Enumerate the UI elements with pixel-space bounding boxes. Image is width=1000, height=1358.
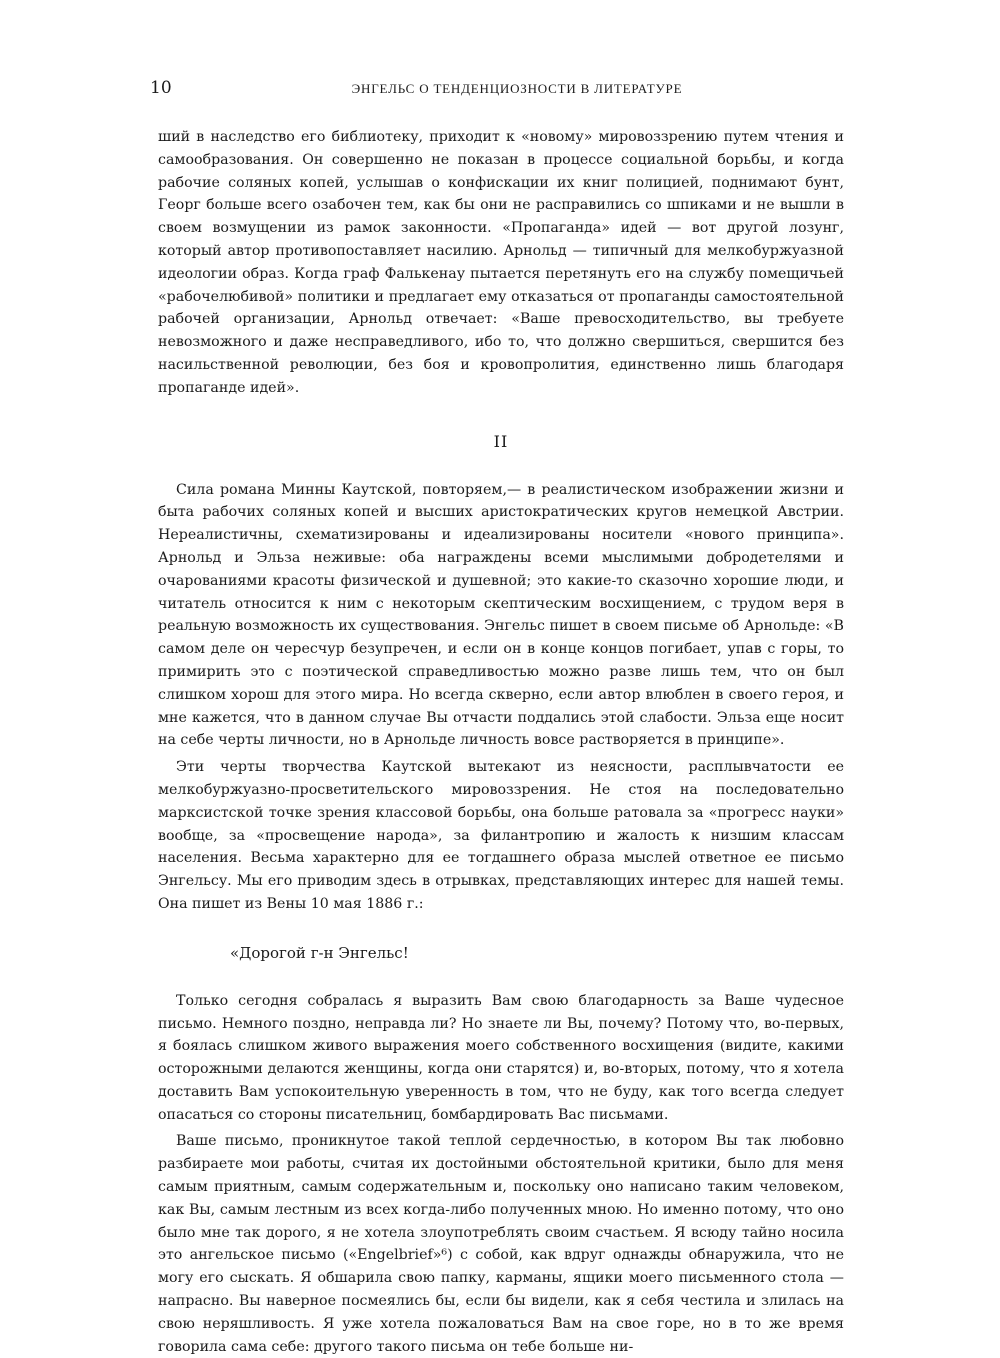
letter-paragraph: Ваше письмо, проникнутое такой теплой сердечностью, в котором Вы так любовно разбираете мои работы, считая их достойными обстоятельной критики, было для меня самым приятным, самым содержательным и, поскольку оно написано таким человеком, как Вы, самым лестным из всех когда-либо полученных мною. Но именно потому, что оно было мне так дорого, я не хотела злоупотреблять своим счастьем. Я всюду тайно носила это ангельское письмо («Engelbrief»⁶) с собой, как вдруг однажды обнаружила, что не могу его сыскать. Я обшарила свою папку, карманы, ящики моего письменного стола — напрасно. Вы наверное посмеялись бы, если бы видели, как я себя честила и злилась на свою неряшливость. Я уже хотела пожаловаться Вам на свое горе, но в то же время говорила сама себе: другого такого письма он тебе больше ни- xyxy=(158,1133,844,1355)
page-number: 10 xyxy=(150,78,172,98)
body-paragraph: Сила романа Минны Каутской, повторяем,— в реалистическом изображении жизни и быта рабочих соляных копей и высших аристократических кругов немецкой Австрии. Нереалистичны, схематизированы и идеализированы носители «нового принципа». Арнольд и Эльза неживые: оба награждены всеми мыслимыми добродетелями и очарованиями красоты физической и душевной; это какие-то сказочно хорошие люди, и читатель относится к ним с некоторым скептическим восхищением, с трудом веря в реальную возможность их существования. Энгельс пишет в своем письме об Арнольде: «В самом деле он чересчур безупречен, и если он в конце концов погибает, упав с горы, то примирить это с поэтической справедливостью можно разве лишь тем, что он был слишком хорош для этого мира. Но всегда скверно, если автор влюблен в своего героя, и мне кажется, что в данном случае Вы отчасти поддались этой слабости. Эльза еще носит на себе черты личности, но в Арнольде личность вовсе растворяется в принципе». xyxy=(158,481,844,749)
letter-paragraph: Только сегодня собралась я выразить Вам свою благодарность за Ваше чудесное письмо. Немного поздно, неправда ли? Но знаете ли Вы, почему? Потому что, во-первых, я боялась слишком живого выражения моего собственного восхищения (видите, какими осторожными делаются женщины, когда они старятся) и, во-вторых, потому, что я хотела доставить Вам успокоительную уверенность в том, что не буду, как того всегда следует опасаться со стороны писательниц, бомбардировать Вас письмами. xyxy=(158,992,844,1123)
body-paragraph: ший в наследство его библиотеку, приходит к «новому» мировоззрению путем чтения и самообразования. Он совершенно не показан в процессе социальной борьбы, и когда рабочие соляных копей, услышав о конфискации их книг полицией, поднимают бунт, Георг больше всего озабочен тем, как бы они не расправились со шпиками и не вышли в своем возмущении из рамок законности. «Пропаганда» идей — вот другой лозунг, который автор противопоставляет насилию. Арнольд — типичный для мелкобуржуазной идеологии образ. Когда граф Фалькенау пытается перетянуть его на службу помещичьей «рабочелюбивой» политики и предлагает ему отказаться от пропаганды самостоятельной рабочей организации, Арнольд отвечает: «Ваше превосходительство, вы требуете невозможного и даже несправедливого, ибо то, что должно свершиться, свершится без насильственной революции, без боя и кровопролития, единственно лишь благодаря пропаганде идей». xyxy=(158,129,844,396)
running-header xyxy=(150,78,844,104)
section-number: II xyxy=(493,431,509,451)
letter-quote xyxy=(158,990,844,1358)
letter-salutation: «Дорогой г-н Энгельс! xyxy=(230,943,409,962)
body-paragraph: Эти черты творчества Каутской вытекают из неясности, расплывчатости ее мелкобуржуазно-просветительского мировоззрения. Не стоя на последовательно марксистской точке зрения классовой борьбы, она больше ратовала за «прогресс науки» вообще, за «просвещение народа», за филантропию и жалость к низшим классам населения. Весьма характерно для ее тогдашнего образа мыслей ответное ее письмо Энгельсу. Мы его приводим здесь в отрывках, представляющих интерес для нашей темы. Она пишет из Вены 10 мая 1886 г.: xyxy=(158,759,844,912)
book-page xyxy=(150,78,844,1358)
running-title: ЭНГЕЛЬС О ТЕНДЕНЦИОЗНОСТИ В ЛИТЕРАТУРЕ xyxy=(351,81,683,96)
